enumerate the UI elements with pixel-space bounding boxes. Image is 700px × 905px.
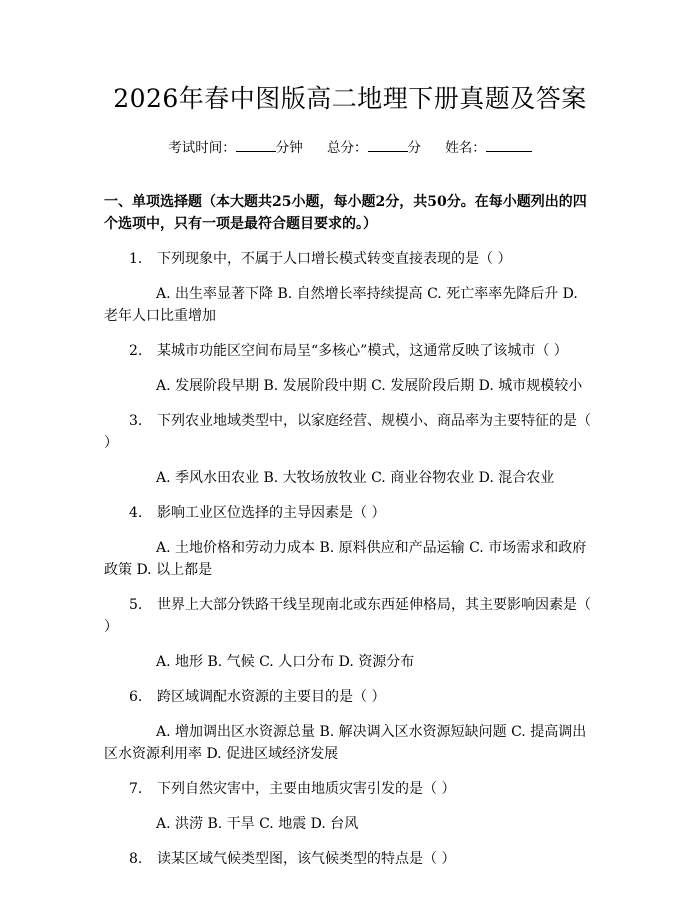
total-score-field	[327, 140, 421, 156]
total-score-label: 总分：	[327, 140, 368, 156]
question-number: 2.	[129, 343, 143, 359]
question-number: 4.	[129, 505, 143, 521]
question-6	[104, 686, 596, 708]
question-5-options: A. 地形 B. 气候 C. 人口分布 D. 资源分布	[156, 654, 415, 670]
question-2	[104, 340, 596, 362]
question-stem: 读某区域气候类型图，该气候类型的特点是（ ）	[157, 851, 456, 867]
question-stem: 下列农业地域类型中，以家庭经营、规模小、商品率为主要特征的是（ ）	[104, 413, 591, 451]
exam-time-unit: 分钟	[275, 140, 303, 156]
question-stem: 跨区域调配水资源的主要目的是（ ）	[157, 689, 386, 705]
total-score-blank	[368, 139, 408, 152]
exam-info	[104, 138, 596, 158]
question-stem: 影响工业区位选择的主导因素是（ ）	[157, 505, 386, 521]
student-name-blank	[486, 139, 532, 152]
question-stem: 下列现象中，不属于人口增长模式转变直接表现的是（ ）	[157, 251, 512, 267]
exam-time-field	[168, 140, 303, 156]
question-2-options: A. 发展阶段早期 B. 发展阶段中期 C. 发展阶段后期 D. 城市规模较小	[156, 378, 583, 394]
exam-time-label: 考试时间：	[168, 140, 236, 156]
question-1	[104, 248, 596, 270]
question-4	[104, 502, 596, 524]
question-7	[104, 778, 596, 800]
question-stem: 下列自然灾害中，主要由地质灾害引发的是（ ）	[157, 781, 456, 797]
question-number: 7.	[129, 781, 143, 797]
student-name-label: 姓名：	[445, 140, 486, 156]
question-number: 5.	[129, 597, 143, 613]
question-number: 6.	[129, 689, 143, 705]
question-stem: 某城市功能区空间布局呈“多核心”模式，这通常反映了该城市（ ）	[157, 343, 568, 359]
question-3-options: A. 季风水田农业 B. 大牧场放牧业 C. 商业谷物农业 D. 混合农业	[156, 470, 555, 486]
question-7-options: A. 洪涝 B. 干旱 C. 地震 D. 台风	[156, 816, 359, 832]
page-title: 2026年春中图版高二地理下册真题及答案	[113, 84, 587, 113]
question-number: 1.	[129, 251, 143, 267]
section-heading: 一、单项选择题（本大题共25小题，每小题2分，共50分。在每小题列出的四个选项中，只有一项是最符合题目要求的。）	[104, 194, 587, 232]
question-5	[104, 594, 596, 638]
question-number: 8.	[129, 851, 143, 867]
question-3	[104, 410, 596, 454]
question-1-options: A. 出生率显著下降 B. 自然增长率持续提高 C. 死亡率率先降后升 D. 老年人口比重增加	[104, 286, 578, 324]
question-number: 3.	[129, 413, 143, 429]
total-score-unit: 分	[407, 140, 421, 156]
question-8	[104, 848, 596, 870]
question-4-options: A. 土地价格和劳动力成本 B. 原料供应和产品运输 C. 市场需求和政府政策 D. 以上都是	[104, 540, 587, 578]
question-6-options: A. 增加调出区水资源总量 B. 解决调入区水资源短缺问题 C. 提高调出区水资源利用率 D. 促进区域经济发展	[104, 724, 587, 762]
exam-time-blank	[236, 139, 276, 152]
question-stem: 世界上大部分铁路干线呈现南北或东西延伸格局，其主要影响因素是（ ）	[104, 597, 591, 635]
student-name-field	[445, 140, 532, 156]
